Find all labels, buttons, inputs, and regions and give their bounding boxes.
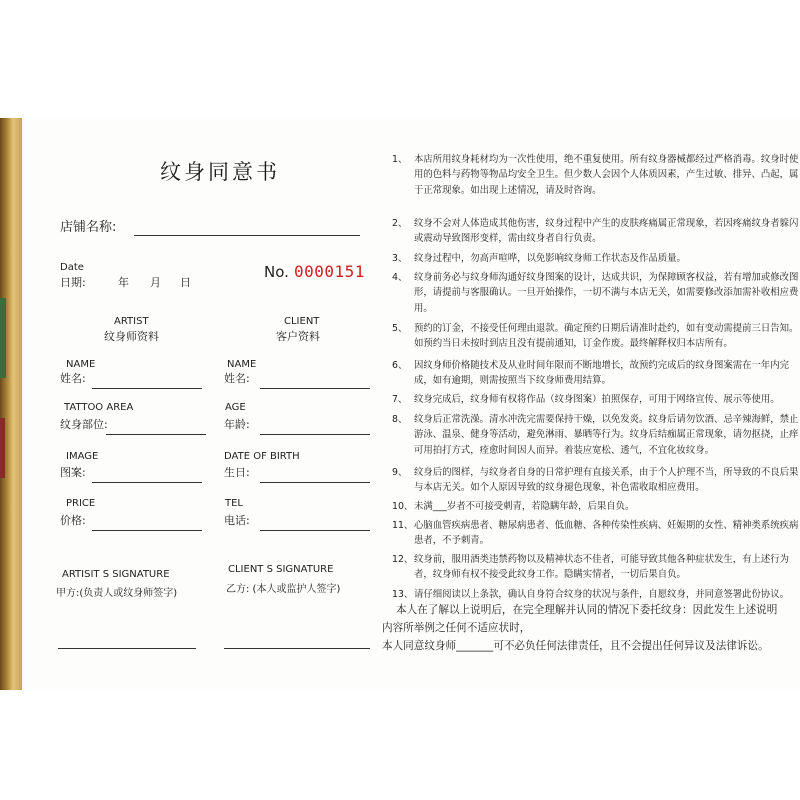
form-title: 纹身同意书 — [160, 160, 280, 184]
artist-name-label-cn: 姓名: — [60, 372, 86, 385]
age-label-cn: 年龄: — [224, 418, 250, 431]
term-item: 10、 未满___岁者不可接受刺青，若隐瞒年龄，后果自负。 — [392, 501, 635, 512]
tel-field[interactable] — [260, 530, 370, 531]
declaration-line-2: 内容所举例之任何不适应状时， — [382, 622, 531, 634]
price-label-en: PRICE — [66, 498, 96, 509]
booklet-binding-edge — [0, 118, 22, 690]
term-item: 3、 纹身过程中，勿高声喧哗，以免影响纹身师工作状态及作品质量。 — [392, 253, 686, 264]
declaration-line-1: 本人在了解以上说明后，在完全理解并认同的情况下委托纹身：因此发生上述说明 — [396, 604, 778, 616]
client-name-field[interactable] — [260, 388, 370, 389]
dob-field[interactable] — [260, 482, 370, 483]
client-name-label-en: NAME — [227, 359, 257, 370]
declaration-line-3: 本人同意纹身师_______可不必负任何法律责任，且不会提出任何异议及法律诉讼。 — [382, 640, 769, 652]
price-label-cn: 价格: — [60, 514, 86, 527]
shop-name-field[interactable] — [134, 235, 360, 236]
term-item: 6、 因纹身师价格随技术及从业时间年限而不断地增长，故预约完成后的纹身图案需在一年内完成，如有逾期，则需按照当下纹身师费用结算。 — [392, 360, 790, 387]
price-field[interactable] — [92, 530, 202, 531]
client-name-label-cn: 姓名: — [224, 372, 250, 385]
tel-label-cn: 电话: — [224, 514, 250, 527]
client-signature-label-cn: 乙方: (本人或监护人签字) — [226, 584, 341, 595]
tel-label-en: TEL — [225, 498, 243, 509]
shop-name-label: 店铺名称: — [60, 220, 117, 235]
date-label-en: Date — [60, 262, 84, 273]
term-item: 12、 纹身前，服用酒类违禁药物以及精神状态不佳者，可能导致其他各种症状发生，有上述行为者，纹身师有权不接受此纹身工作。隐瞒实情者，一切后果自负。 — [392, 554, 790, 581]
serial-number-prefix: No. — [264, 263, 289, 281]
dob-label-cn: 生日: — [224, 466, 250, 479]
date-year-label: 年 — [118, 276, 129, 289]
artist-name-field[interactable] — [92, 388, 202, 389]
serial-number-value: 0000151 — [294, 262, 365, 281]
term-item: 11、 心脑血管疾病患者、糖尿病患者、低血糖、各种传染性疾病、妊娠期的女性、精神类系统疾病患者，不予刺青。 — [392, 520, 799, 547]
serial-number — [264, 262, 365, 281]
tattoo-area-label-cn: 纹身部位: — [60, 418, 108, 431]
term-item: 4、 纹身前务必与纹身师沟通好纹身图案的设计，达成共识，为保障顾客权益，若有增加或修改图形，请提前与客服确认。一旦开始操作，一切不满与本店无关，如需要修改添加需补收相应费用。 — [392, 272, 799, 314]
term-item: 2、 纹身不会对人体造成其他伤害，纹身过程中产生的皮肤疼痛属正常现象，若因疼痛纹身者躲闪或震动导致图形变样，需由纹身者自行负责。 — [392, 218, 799, 245]
term-item: 7、 纹身完成后，纹身师有权将作品（纹身图案）拍照保存，可用于网络宣传、展示等使用。 — [392, 394, 780, 405]
artist-name-label-en: NAME — [66, 359, 96, 370]
artist-signature-label-en: ARTISIT S SIGNATURE — [62, 569, 170, 580]
client-signature-label-en: CLIENT S SIGNATURE — [228, 564, 334, 575]
client-heading-cn: 客户资料 — [276, 330, 320, 343]
image-field[interactable] — [92, 482, 202, 483]
term-item: 8、 纹身后正常洗澡。清水冲洗完需要保持干燥，以免发炎。纹身后请勿饮酒、忌辛辣海鲜，禁止游泳、温泉、健身等活动，避免淋雨、暴晒等行为。纹身后结痂属正常现象，请勿抠挠，止痒可用拍打方式，痊愈时间因人而异。着装应宽松、透气，不宜化妆纹身。 — [392, 414, 799, 456]
background-top — [0, 0, 800, 120]
consent-form-page — [22, 118, 800, 690]
term-item: 1、 本店所用纹身耗材均为一次性使用，绝不重复使用。所有纹身器械都经过严格消毒。纹身时使用的色料与药物等物品均安全卫生。但少数人会因个人体质因素，产生过敏、排异、凸起，属于正常现象。如出现上述情况，请及时咨询。 — [392, 154, 799, 196]
image-label-en: IMAGE — [66, 451, 99, 462]
binding-stripe — [0, 418, 5, 478]
date-label-cn: 日期: — [60, 276, 86, 289]
client-signature-field[interactable] — [224, 648, 370, 649]
artist-signature-field[interactable] — [58, 648, 196, 649]
artist-heading-cn: 纹身师资料 — [104, 330, 159, 343]
date-day-label: 日 — [180, 276, 191, 289]
tattoo-area-field[interactable] — [106, 434, 206, 435]
term-item: 5、 预约的订金，不接受任何理由退款。确定预约日期后请准时赴约，如有变动需提前三日告知。如预约当日未按时到店且没有提前通知，订金作废。最终解释权归本店所有。 — [392, 323, 799, 350]
dob-label-en: DATE OF BIRTH — [224, 451, 300, 462]
age-field[interactable] — [260, 434, 370, 435]
binding-stripe — [0, 298, 6, 378]
artist-signature-label-cn: 甲方:(负责人或纹身师签字) — [56, 588, 178, 599]
date-month-label: 月 — [150, 276, 161, 289]
age-label-en: AGE — [225, 402, 246, 413]
image-label-cn: 图案: — [60, 466, 86, 479]
artist-heading-en: ARTIST — [114, 316, 149, 327]
term-item: 9、 纹身后的图样，与纹身者自身的日常护理有直接关系，由于个人护理不当，所导致的不良后果与本店无关。如个人原因导致的纹身褪色现象，补色需收取相应费用。 — [392, 467, 799, 494]
client-heading-en: CLIENT — [284, 316, 320, 327]
background-bottom — [0, 688, 800, 800]
term-item: 13、 请仔细阅读以上条款，确认自身符合纹身的状况与条件，自愿纹身，并同意签署此份协议。 — [392, 589, 790, 600]
tattoo-area-label-en: TATTOO AREA — [64, 402, 134, 413]
